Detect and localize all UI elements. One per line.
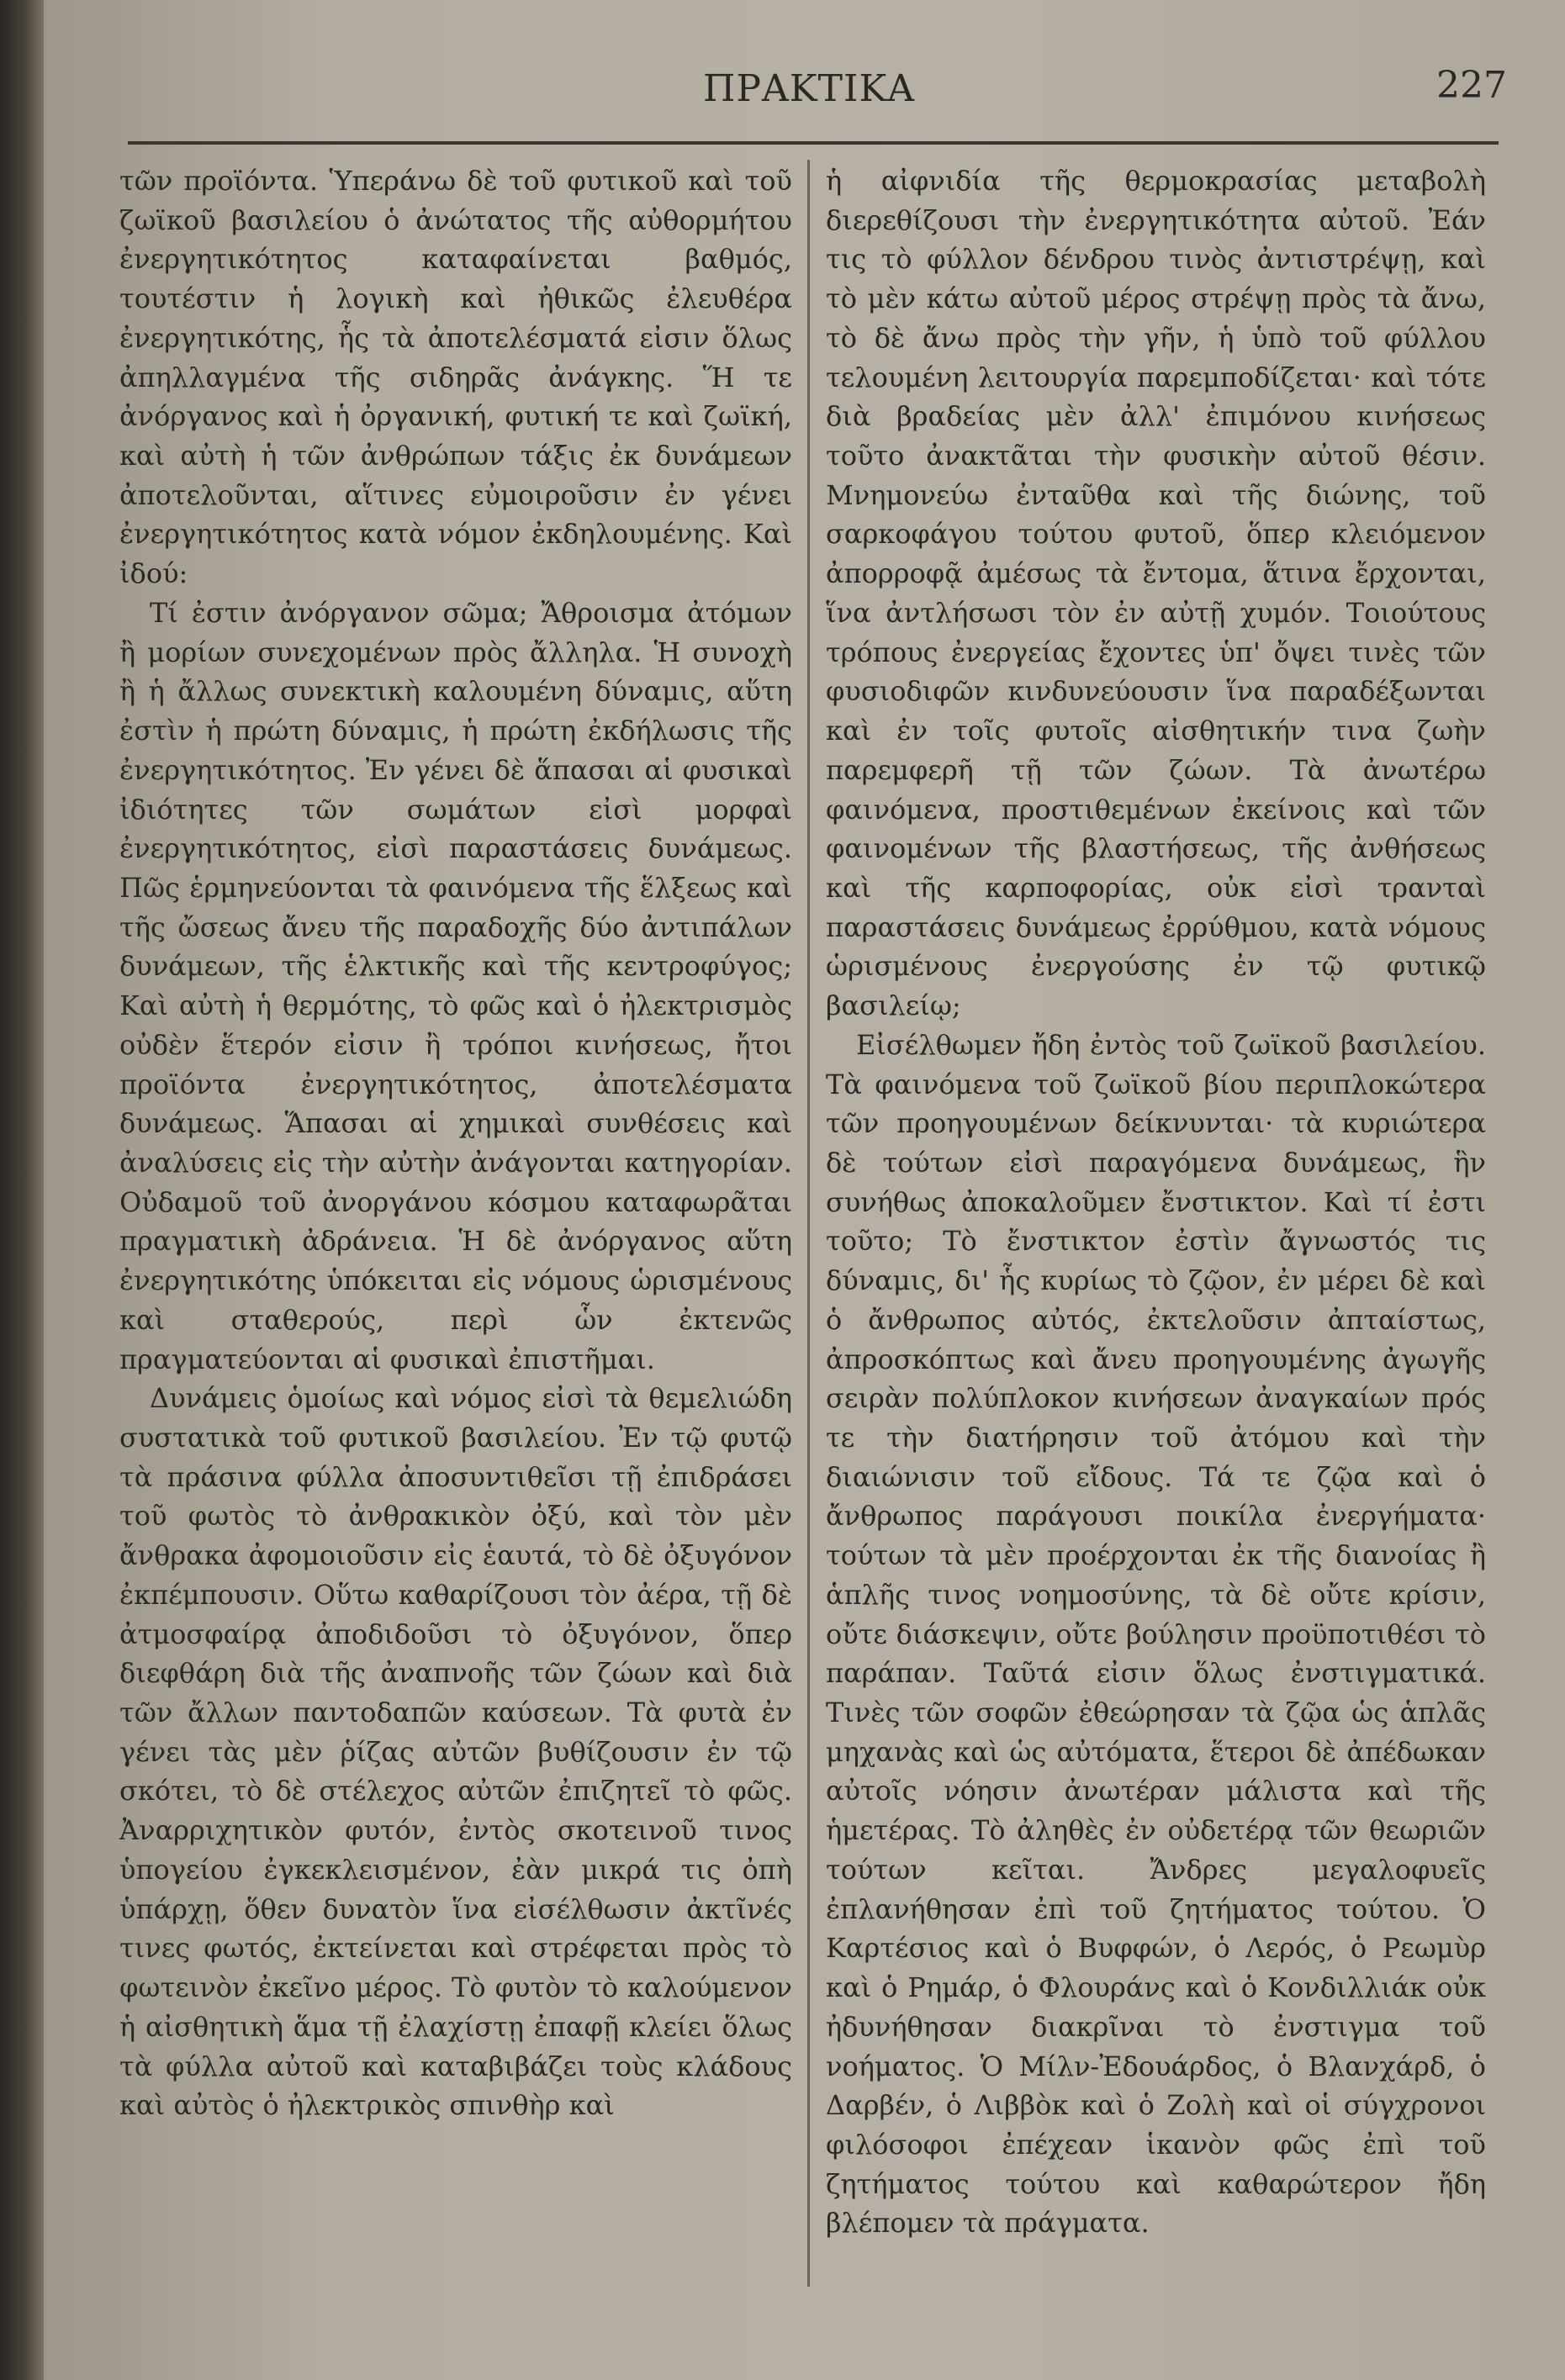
left-paragraph-2: Τί ἐστιν ἀνόργανον σῶμα; Ἄθροισμα ἀτόμων ἢ μορίων συνεχομένων πρὸς ἄλληλα. Ἡ συνοχὴ ἢ ἡ ἄλλως συνεκτικὴ καλουμένη δύναμις, αὕτη ἐστὶν ἡ πρώτη δύναμις, ἡ πρώτη ἐκδήλωσις τῆς ἐνεργητικότητος. Ἐν γένει δὲ ἅπασαι αἱ φυσικαὶ ἰδιότητες τῶν σωμάτων εἰσὶ μορφαὶ ἐνεργητικότητος, εἰσὶ παραστάσεις δυνάμεως. Πῶς ἑρμηνεύονται τὰ φαινόμενα τῆς ἕλξεως καὶ τῆς ὤσεως ἄνευ τῆς παραδοχῆς δύο ἀντιπάλων δυνάμεων, τῆς ἑλκτικῆς καὶ τῆς κεντροφύγος; Καὶ αὐτὴ ἡ θερμότης, τὸ φῶς καὶ ὁ ἠλεκτρισμὸς οὐδὲν ἕτερόν εἰσιν ἢ τρόποι κινήσεως, ἤτοι προϊόντα ἐνεργητικότητος, ἀποτελέσματα δυνάμεως. Ἅπασαι αἱ χημικαὶ συνθέσεις καὶ ἀναλύσεις εἰς τὴν αὐτὴν ἀνάγονται κατηγορίαν. Οὐδαμοῦ τοῦ ἀνοργάνου κόσμου καταφωρᾶται πραγματικὴ ἀδράνεια. Ἡ δὲ ἀνόργανος αὕτη ἐνεργητικότης ὑπόκειται εἰς νόμους ὡρισμένους καὶ σταθερούς, περὶ ὧν ἐκτενῶς πραγματεύονται αἱ φυσικαὶ ἐπιστῆμαι. — [119, 596, 792, 1375]
book-page — [44, 0, 1565, 2380]
page-header — [94, 59, 1524, 118]
column-divider — [807, 160, 810, 2287]
page-number: 227 — [1436, 64, 1507, 107]
right-column — [826, 161, 1486, 2314]
left-column — [119, 161, 792, 2314]
right-paragraph-2: Εἰσέλθωμεν ἤδη ἐντὸς τοῦ ζωϊκοῦ βασιλείου. Τὰ φαινόμενα τοῦ ζωϊκοῦ βίου περιπλοκώτερα τῶν προηγουμένων δείκνυνται· τὰ κυριώτερα δὲ τούτων εἰσὶ παραγόμενα δυνάμεως, ἣν συνήθως ἀποκαλοῦμεν ἔνστικτον. Καὶ τί ἐστι τοῦτο; Τὸ ἔνστικτον ἐστὶν ἄγνωστός τις δύναμις, δι' ἧς κυρίως τὸ ζῷον, ἐν μέρει δὲ καὶ ὁ ἄνθρωπος αὐτός, ἐκτελοῦσιν ἀπταίστως, ἀπροσκόπτως καὶ ἄνευ προηγουμένης ἀγωγῆς σειρὰν πολύπλοκον κινήσεων ἀναγκαίων πρός τε τὴν διατήρησιν τοῦ ἀτόμου καὶ τὴν διαιώνισιν τοῦ εἴδους. Τά τε ζῷα καὶ ὁ ἄνθρωπος παράγουσι ποικίλα ἐνεργήματα· τούτων τὰ μὲν προέρχονται ἐκ τῆς διανοίας ἢ ἁπλῆς τινος νοημοσύνης, τὰ δὲ οὔτε κρίσιν, οὔτε διάσκεψιν, οὔτε βούλησιν προϋποτιθέσι τὸ παράπαν. Ταῦτά εἰσιν ὅλως ἐνστιγματικά. Τινὲς τῶν σοφῶν ἐθεώρησαν τὰ ζῷα ὡς ἁπλᾶς μηχανὰς καὶ ὡς αὐτόματα, ἕτεροι δὲ ἀπέδωκαν αὐτοῖς νόησιν ἀνωτέραν μάλιστα καὶ τῆς ἡμετέρας. Τὸ ἀληθὲς ἐν οὐδετέρᾳ τῶν θεωριῶν τούτων κεῖται. Ἄνδρες μεγαλοφυεῖς ἐπλανήθησαν ἐπὶ τοῦ ζητήματος τούτου. Ὁ Καρτέσιος καὶ ὁ Βυφφών, ὁ Λερός, ὁ Ρεωμὺρ καὶ ὁ Ρημάρ, ὁ Φλουράνς καὶ ὁ Κονδιλλιάκ οὐκ ἠδυνήθησαν διακρῖναι τὸ ἐνστιγμα τοῦ νοήματος. Ὁ Μίλν-Ἐδουάρδος, ὁ Βλανχάρδ, ὁ Δαρβέν, ὁ Λιββὸκ καὶ ὁ Ζολὴ καὶ οἱ σύγχρονοι φιλόσοφοι ἐπέχεαν ἱκανὸν φῶς ἐπὶ τοῦ ζητήματος τούτου καὶ καθαρώτερον ἤδη βλέπομεν τὰ πράγματα. — [826, 1028, 1486, 2240]
left-paragraph-3: Δυνάμεις ὁμοίως καὶ νόμος εἰσὶ τὰ θεμελιώδη συστατικὰ τοῦ φυτικοῦ βασιλείου. Ἐν τῷ φυτῷ τὰ πράσινα φύλλα ἀποσυντιθεῖσι τῇ ἐπιδράσει τοῦ φωτὸς τὸ ἀνθρακικὸν ὀξύ, καὶ τὸν μὲν ἄνθρακα ἀφομοιοῦσιν εἰς ἑαυτά, τὸ δὲ ὀξυγόνον ἐκπέμπουσιν. Οὕτω καθαρίζουσι τὸν ἀέρα, τῇ δὲ ἀτμοσφαίρᾳ ἀποδιδοῦσι τὸ ὀξυγόνον, ὅπερ διεφθάρη διὰ τῆς ἀναπνοῆς τῶν ζώων καὶ διὰ τῶν ἄλλων παντοδαπῶν καύσεων. Τὰ φυτὰ ἐν γένει τὰς μὲν ῥίζας αὐτῶν βυθίζουσιν ἐν τῷ σκότει, τὸ δὲ στέλεχος αὐτῶν ἐπιζητεῖ τὸ φῶς. Ἀναρριχητικὸν φυτόν, ἐντὸς σκοτεινοῦ τινος ὑπογείου ἐγκεκλεισμένον, ἐὰν μικρά τις ὀπὴ ὑπάρχῃ, ὅθεν δυνατὸν ἵνα εἰσέλθωσιν ἀκτῖνές τινες φωτός, ἐκτείνεται καὶ στρέφεται πρὸς τὸ φωτεινὸν ἐκεῖνο μέρος. Τὸ φυτὸν τὸ καλούμενον ἡ αἰσθητικὴ ἅμα τῇ ἐλαχίστῃ ἐπαφῇ κλείει ὅλως τὰ φύλλα αὐτοῦ καὶ καταβιβάζει τοὺς κλάδους καὶ αὐτὸς ὁ ἠλεκτρικὸς σπινθὴρ καὶ — [119, 1382, 792, 2122]
book-gutter — [0, 0, 44, 2380]
running-head: ΠΡΑΚΤΙΚΑ — [703, 67, 915, 110]
right-paragraph-1: ἡ αἰφνιδία τῆς θερμοκρασίας μεταβολὴ διερεθίζουσι τὴν ἐνεργητικότητα αὐτοῦ. Ἐάν τις τὸ φύλλον δένδρου τινὸς ἀντιστρέψῃ, καὶ τὸ μὲν κάτω αὐτοῦ μέρος στρέψῃ πρὸς τὰ ἄνω, τὸ δὲ ἄνω πρὸς τὴν γῆν, ἡ ὑπὸ τοῦ φύλλου τελουμένη λειτουργία παρεμποδίζεται· καὶ τότε διὰ βραδείας μὲν ἀλλ' ἐπιμόνου κινήσεως τοῦτο ἀνακτᾶται τὴν φυσικὴν αὐτοῦ θέσιν. Μνημονεύω ἐνταῦθα καὶ τῆς διώνης, τοῦ σαρκοφάγου τούτου φυτοῦ, ὅπερ κλειόμενον ἀπορροφᾷ ἀμέσως τὰ ἔντομα, ἅτινα ἔρχονται, ἵνα ἀντλήσωσι τὸν ἐν αὐτῇ χυμόν. Τοιούτους τρόπους ἐνεργείας ἔχοντες ὑπ' ὄψει τινὲς τῶν φυσιοδιφῶν κινδυνεύουσιν ἵνα παραδέξωνται καὶ ἐν τοῖς φυτοῖς αἰσθητικήν τινα ζωὴν παρεμφερῆ τῇ τῶν ζώων. Τὰ ἀνωτέρω φαινόμενα, προστιθεμένων ἐκείνοις καὶ τῶν φαινομένων τῆς βλαστήσεως, τῆς ἀνθήσεως καὶ τῆς καρποφορίας, οὐκ εἰσὶ τρανταὶ παραστάσεις δυνάμεως ἐρρύθμου, κατὰ νόμους ὡρισμένους ἐνεργούσης ἐν τῷ φυτικῷ βασιλείῳ; — [826, 165, 1486, 1022]
header-rule — [128, 141, 1499, 145]
left-paragraph-1: τῶν προϊόντα. Ὑπεράνω δὲ τοῦ φυτικοῦ καὶ τοῦ ζωϊκοῦ βασιλείου ὁ ἀνώτατος τῆς αὐθορμήτου ἐνεργητικότητος καταφαίνεται βαθμός, τουτέστιν ἡ λογικὴ καὶ ἠθικῶς ἐλευθέρα ἐνεργητικότης, ἧς τὰ ἀποτελέσματά εἰσιν ὅλως ἀπηλλαγμένα τῆς σιδηρᾶς ἀνάγκης. Ἥ τε ἀνόργανος καὶ ἡ ὀργανική, φυτική τε καὶ ζωϊκή, καὶ αὐτὴ ἡ τῶν ἀνθρώπων τάξις ἐκ δυνάμεων ἀποτελοῦνται, αἵτινες εὐμοιροῦσιν ἐν γένει ἐνεργητικότητος κατὰ νόμον ἐκδηλουμένης. Καὶ ἰδού: — [119, 165, 792, 590]
